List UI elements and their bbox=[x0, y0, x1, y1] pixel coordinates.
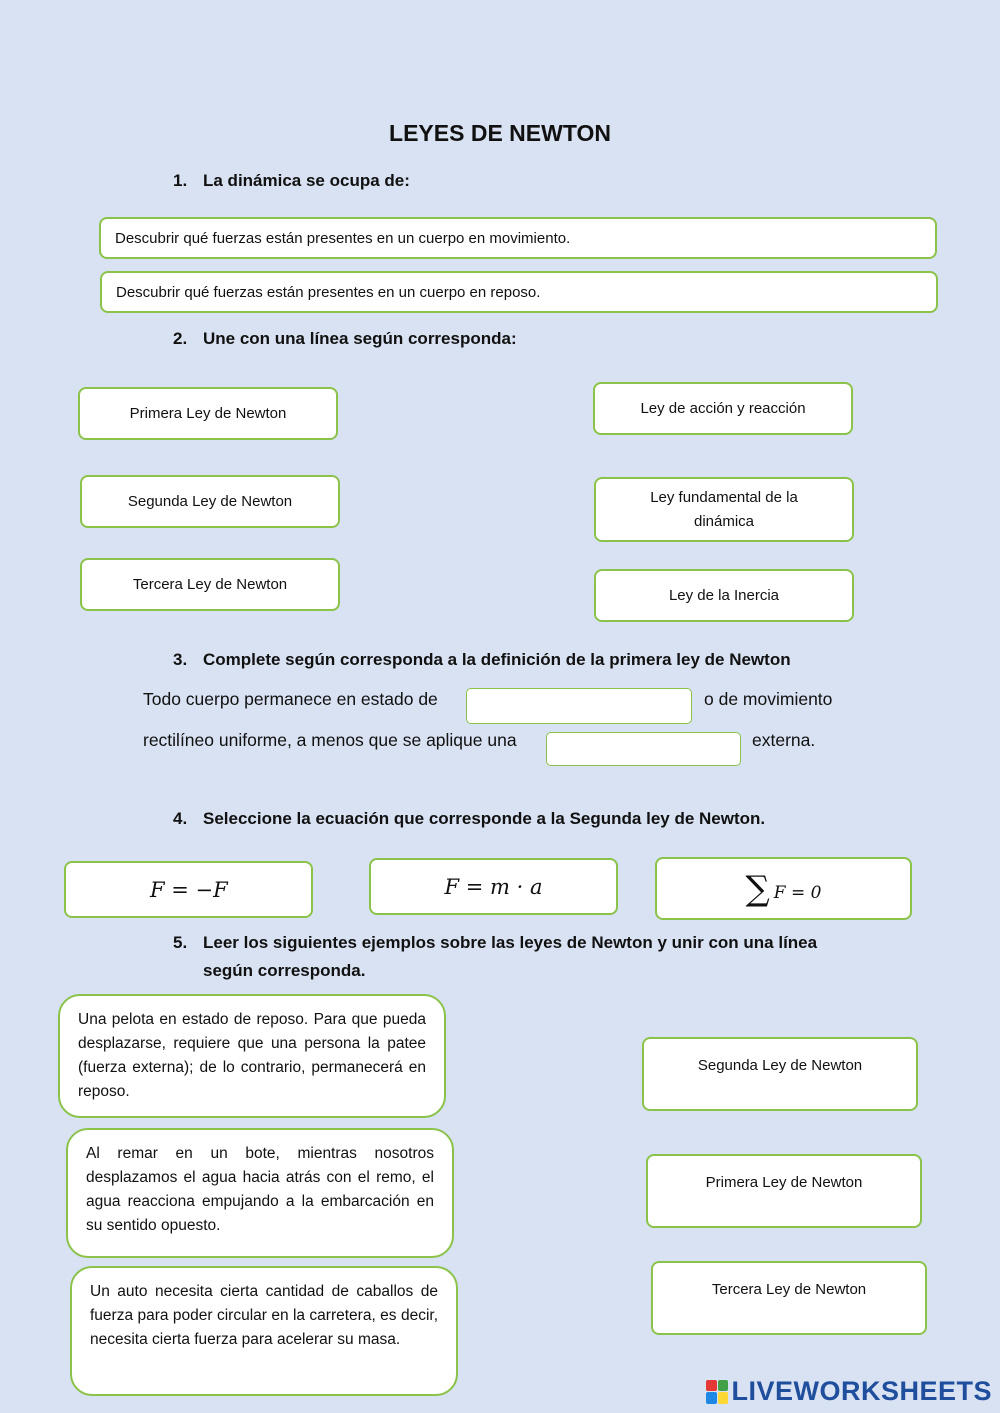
q3-text-1a: Todo cuerpo permanece en estado de bbox=[143, 689, 438, 709]
q3-blank-fuerza[interactable] bbox=[546, 732, 741, 766]
question-5: 5. Leer los siguientes ejemplos sobre las leyes de Newton y unir con una línea según corresponda. bbox=[173, 933, 818, 980]
q2-left-segunda[interactable]: Segunda Ley de Newton bbox=[80, 475, 340, 528]
q1-option-movimiento[interactable]: Descubrir qué fuerzas están presentes en un cuerpo en movimiento. bbox=[99, 217, 937, 259]
q2-right-inercia[interactable]: Ley de la Inercia bbox=[594, 569, 854, 622]
liveworksheets-logo-icon bbox=[706, 1380, 728, 1404]
q1-option-reposo[interactable]: Descubrir qué fuerzas están presentes en un cuerpo en reposo. bbox=[100, 271, 938, 313]
q4-equation-sumatoria[interactable] bbox=[655, 857, 912, 920]
q2-left-primera[interactable]: Primera Ley de Newton bbox=[78, 387, 338, 440]
page-title: LEYES DE NEWTON bbox=[389, 120, 611, 146]
sum-symbol: ∑ bbox=[745, 868, 770, 909]
question-3: 3. Complete según corresponda a la definición de la primera ley de Newton bbox=[173, 650, 791, 669]
q5-example-bote[interactable]: Al remar en un bote, mientras nosotros desplazamos el agua hacia atrás con el remo, el agua reacciona empujando a la embarcación en su sentido opuesto. bbox=[66, 1128, 454, 1258]
q4-equation-segunda-ley[interactable]: F = m · a bbox=[369, 858, 618, 915]
liveworksheets-logo bbox=[706, 1376, 992, 1407]
q5-law-tercera[interactable]: Tercera Ley de Newton bbox=[651, 1261, 927, 1335]
q3-text-2b: externa. bbox=[752, 730, 816, 750]
q2-right-fundamental[interactable]: Ley fundamental de la dinámica bbox=[594, 477, 854, 542]
q2-left-tercera[interactable]: Tercera Ley de Newton bbox=[80, 558, 340, 611]
question-2: 2. Une con una línea según corresponda: bbox=[173, 329, 517, 348]
q5-law-primera[interactable]: Primera Ley de Newton bbox=[646, 1154, 922, 1228]
q3-text-1b: o de movimiento bbox=[704, 689, 833, 709]
q5-example-pelota[interactable]: Una pelota en estado de reposo. Para que pueda desplazarse, requiere que una persona la patee (fuerza externa); de lo contrario, permanecerá en reposo. bbox=[58, 994, 446, 1118]
q3-blank-reposo[interactable] bbox=[466, 688, 692, 724]
q3-text-2a: rectilíneo uniforme, a menos que se aplique una bbox=[143, 730, 517, 750]
sum-expression: F = 0 bbox=[773, 882, 822, 903]
question-1: 1. La dinámica se ocupa de: bbox=[173, 171, 410, 190]
question-4: 4. Seleccione la ecuación que corresponde a la Segunda ley de Newton. bbox=[173, 809, 766, 828]
q4-equation-accion-reaccion[interactable]: F = −F bbox=[64, 861, 313, 918]
liveworksheets-logo-text: LIVEWORKSHEETS bbox=[731, 1376, 992, 1406]
q5-law-segunda[interactable]: Segunda Ley de Newton bbox=[642, 1037, 918, 1111]
q5-example-auto[interactable]: Un auto necesita cierta cantidad de caballos de fuerza para poder circular en la carretera, es decir, necesita cierta fuerza para acelerar su masa. bbox=[70, 1266, 458, 1396]
q2-right-accion-reaccion[interactable]: Ley de acción y reacción bbox=[593, 382, 853, 435]
